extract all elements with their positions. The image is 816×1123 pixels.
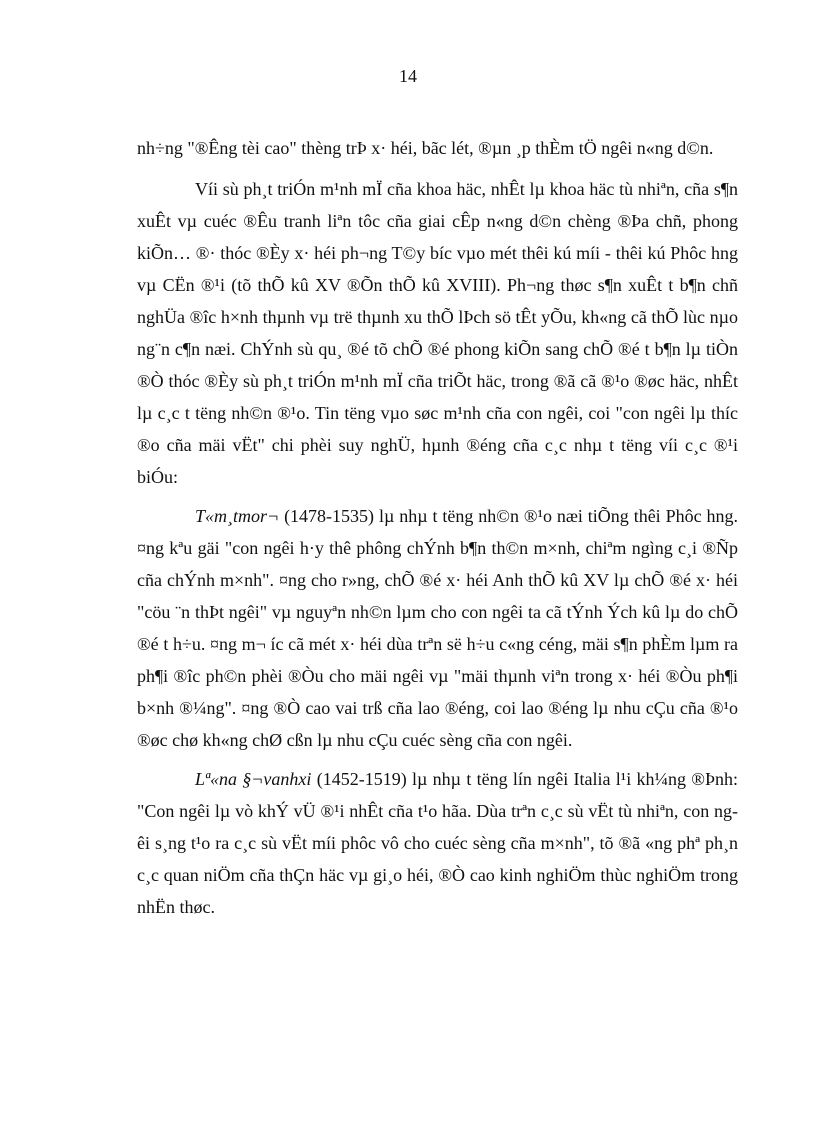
paragraph-1: nh÷ng "®Êng tèi cao" thèng trÞ x· héi, bãc lét, ®µn ¸p thÈm tÖ ngêi n«ng d©n. bbox=[137, 138, 714, 158]
paragraph-3-text: (1478-1535) lµ nhµ t tëng nh©n ®¹o næi tiÕng thêi Phôc hng. ¤ng kªu gäi "con ngêi h·y thê phông chÝnh b¶n th©n m×nh, chiªm ngìng c¸i ®Ñp cña chÝnh m×nh". ¤ng cho r»ng, chÕ ®é x· héi Anh thÕ kû XV lµ chÕ ®é x· héi "cöu ¨n thÞt ngêi" vµ nguyªn nh©n lµm cho con ngêi ta cã tÝnh Ých kû lµ do chÕ ®é t h÷u. ¤ng m¬ íc cã mét x· héi dùa trªn së h÷u c«ng céng, mäi s¶n phÈm lµm ra ph¶i ®îc ph©n phèi ®Òu cho mäi ngêi vµ "mäi thµnh viªn trong x· héi ®Òu ph¶i b×nh ®¼ng". ¤ng ®Ò cao vai trß cña lao ®éng, coi lao ®éng lµ nhu cÇu cña ®¹o ®øc chø kh«ng chØ cßn lµ nhu cÇu cuéc sèng cña con ngêi. bbox=[137, 506, 738, 750]
paragraph-4-text: (1452-1519) lµ nhµ t tëng lín ngêi Italia l¹i kh¼ng ®Þnh: "Con ngêi lµ vò khÝ vÜ ®¹i nhÊt cña t¹o hãa. Dùa trªn c¸c sù vËt tù nhiªn, con ngêi s¸ng t¹o ra c¸c sù vËt míi phôc vô cho cuéc sèng cña m×nh", tõ ®ã «ng phª ph¸n c¸c quan niÖm cña thÇn häc vµ gi¸o héi, ®Ò cao kinh nghiÖm thùc nghiÖm trong nhËn thøc. bbox=[137, 769, 738, 917]
person-name-thomas-more: T«m¸tmor¬ bbox=[195, 506, 280, 526]
person-name-leonardo-da-vinci: Lª«na §¬vanhxi bbox=[195, 769, 312, 789]
page-number: 14 bbox=[399, 66, 417, 86]
paragraph-3 bbox=[137, 500, 738, 756]
paragraph-4 bbox=[137, 763, 738, 923]
paragraph-2: Víi sù ph¸t triÓn m¹nh mÏ cña khoa häc, nhÊt lµ khoa häc tù nhiªn, cña s¶n xuÊt vµ cuéc ®Êu tranh liªn tôc cña giai cÊp n«ng d©n chèng ®Þa chñ, phong kiÕn… ®· thóc ®Èy x· héi ph¬ng T©y bíc vµo mét thêi kú míi - thêi kú Phôc hng vµ CËn ®¹i (tõ thÕ kû XV ®Õn thÕ kû XVIII). Ph¬ng thøc s¶n xuÊt t b¶n chñ nghÜa ®îc h×nh thµnh vµ trë thµnh xu thÕ lÞch sö tÊt yÕu, kh«ng cã thÕ lùc nµo ng¨n c¶n næi. ChÝnh sù qu¸ ®é tõ chÕ ®é phong kiÕn sang chÕ ®é t b¶n lµ tiÒn ®Ò thóc ®Èy sù ph¸t triÓn m¹nh mÏ cña triÕt häc, trong ®ã cã ®¹o ®øc häc, nhÊt lµ c¸c t tëng nh©n ®¹o. Tin tëng vµo søc m¹nh cña con ngêi, coi "con ngêi lµ thíc ®o cña mäi vËt" chi phèi suy nghÜ, hµnh ®éng cña c¸c nhµ t tëng víi c¸c ®¹i biÓu: bbox=[137, 179, 738, 487]
document-body bbox=[137, 132, 738, 930]
